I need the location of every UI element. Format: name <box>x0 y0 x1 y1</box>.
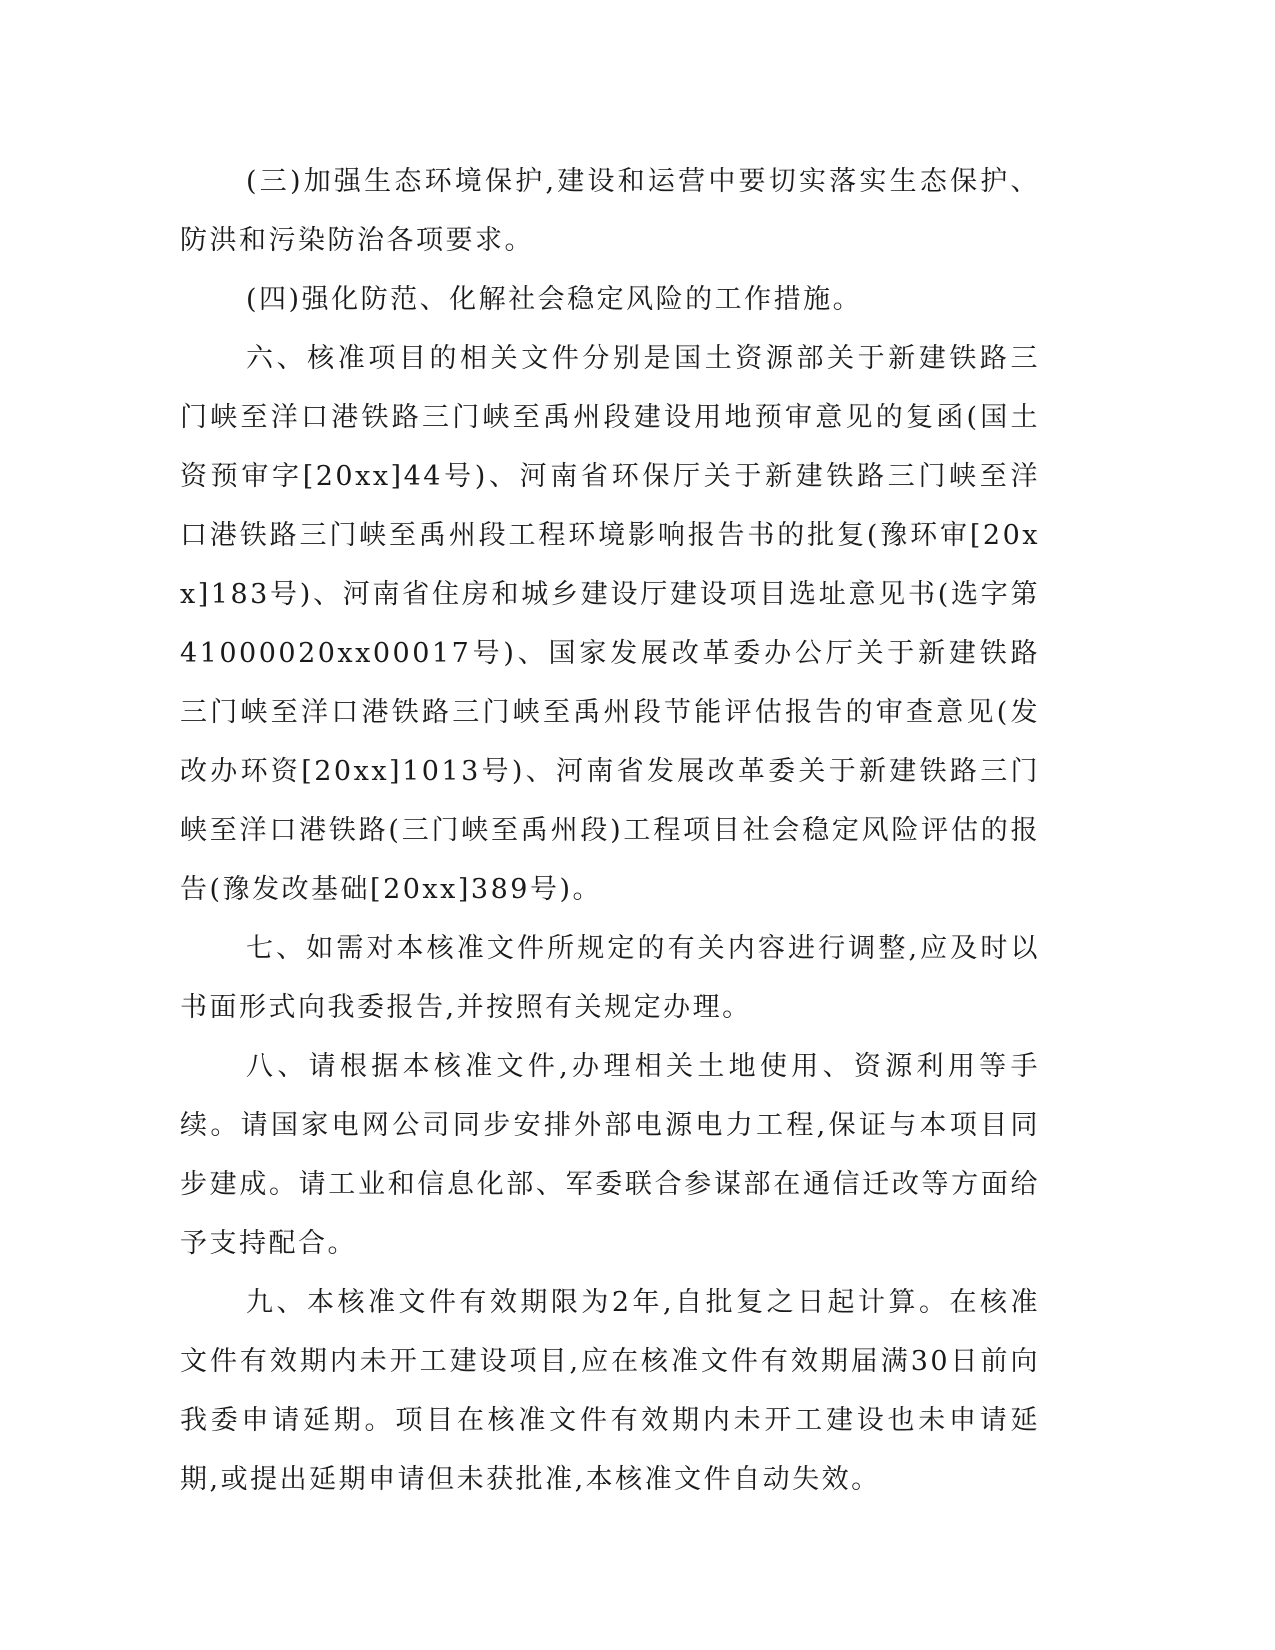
paragraph-social-stability: (四)强化防范、化解社会稳定风险的工作措施。 <box>246 284 863 315</box>
document-body <box>180 152 1040 1509</box>
paragraph-related-documents: 六、核准项目的相关文件分别是国土资源部关于新建铁路三门峡至洋口港铁路三门峡至禹州段建设用地预审意见的复函(国土资预审字[20xx]44号)、河南省环保厅关于新建铁路三门峡至洋口港铁路三门峡至禹州段工程环境影响报告书的批复(豫环审[20xx]183号)、河南省住房和城乡建设厅建设项目选址意见书(选字第41000020xx00017号)、国家发展改革委办公厅关于新建铁路三门峡至洋口港铁路三门峡至禹州段节能评估报告的审查意见(发改办环资[20xx]1013号)、河南省发展改革委关于新建铁路三门峡至洋口港铁路(三门峡至禹州段)工程项目社会稳定风险评估的报告(豫发改基础[20xx]389号)。 <box>180 343 1040 905</box>
paragraph-validity: 九、本核准文件有效期限为2年,自批复之日起计算。在核准文件有效期内未开工建设项目,应在核准文件有效期届满30日前向我委申请延期。项目在核准文件有效期内未开工建设也未申请延期,或提出延期申请但未获批准,本核准文件自动失效。 <box>180 1287 1040 1495</box>
paragraph-procedures: 八、请根据本核准文件,办理相关土地使用、资源利用等手续。请国家电网公司同步安排外部电源电力工程,保证与本项目同步建成。请工业和信息化部、军委联合参谋部在通信迁改等方面给予支持配合。 <box>180 1051 1040 1259</box>
paragraph-adjustment: 七、如需对本核准文件所规定的有关内容进行调整,应及时以书面形式向我委报告,并按照有关规定办理。 <box>180 933 1040 1023</box>
paragraph-eco-protection: (三)加强生态环境保护,建设和运营中要切实落实生态保护、防洪和污染防治各项要求。 <box>180 166 1040 256</box>
